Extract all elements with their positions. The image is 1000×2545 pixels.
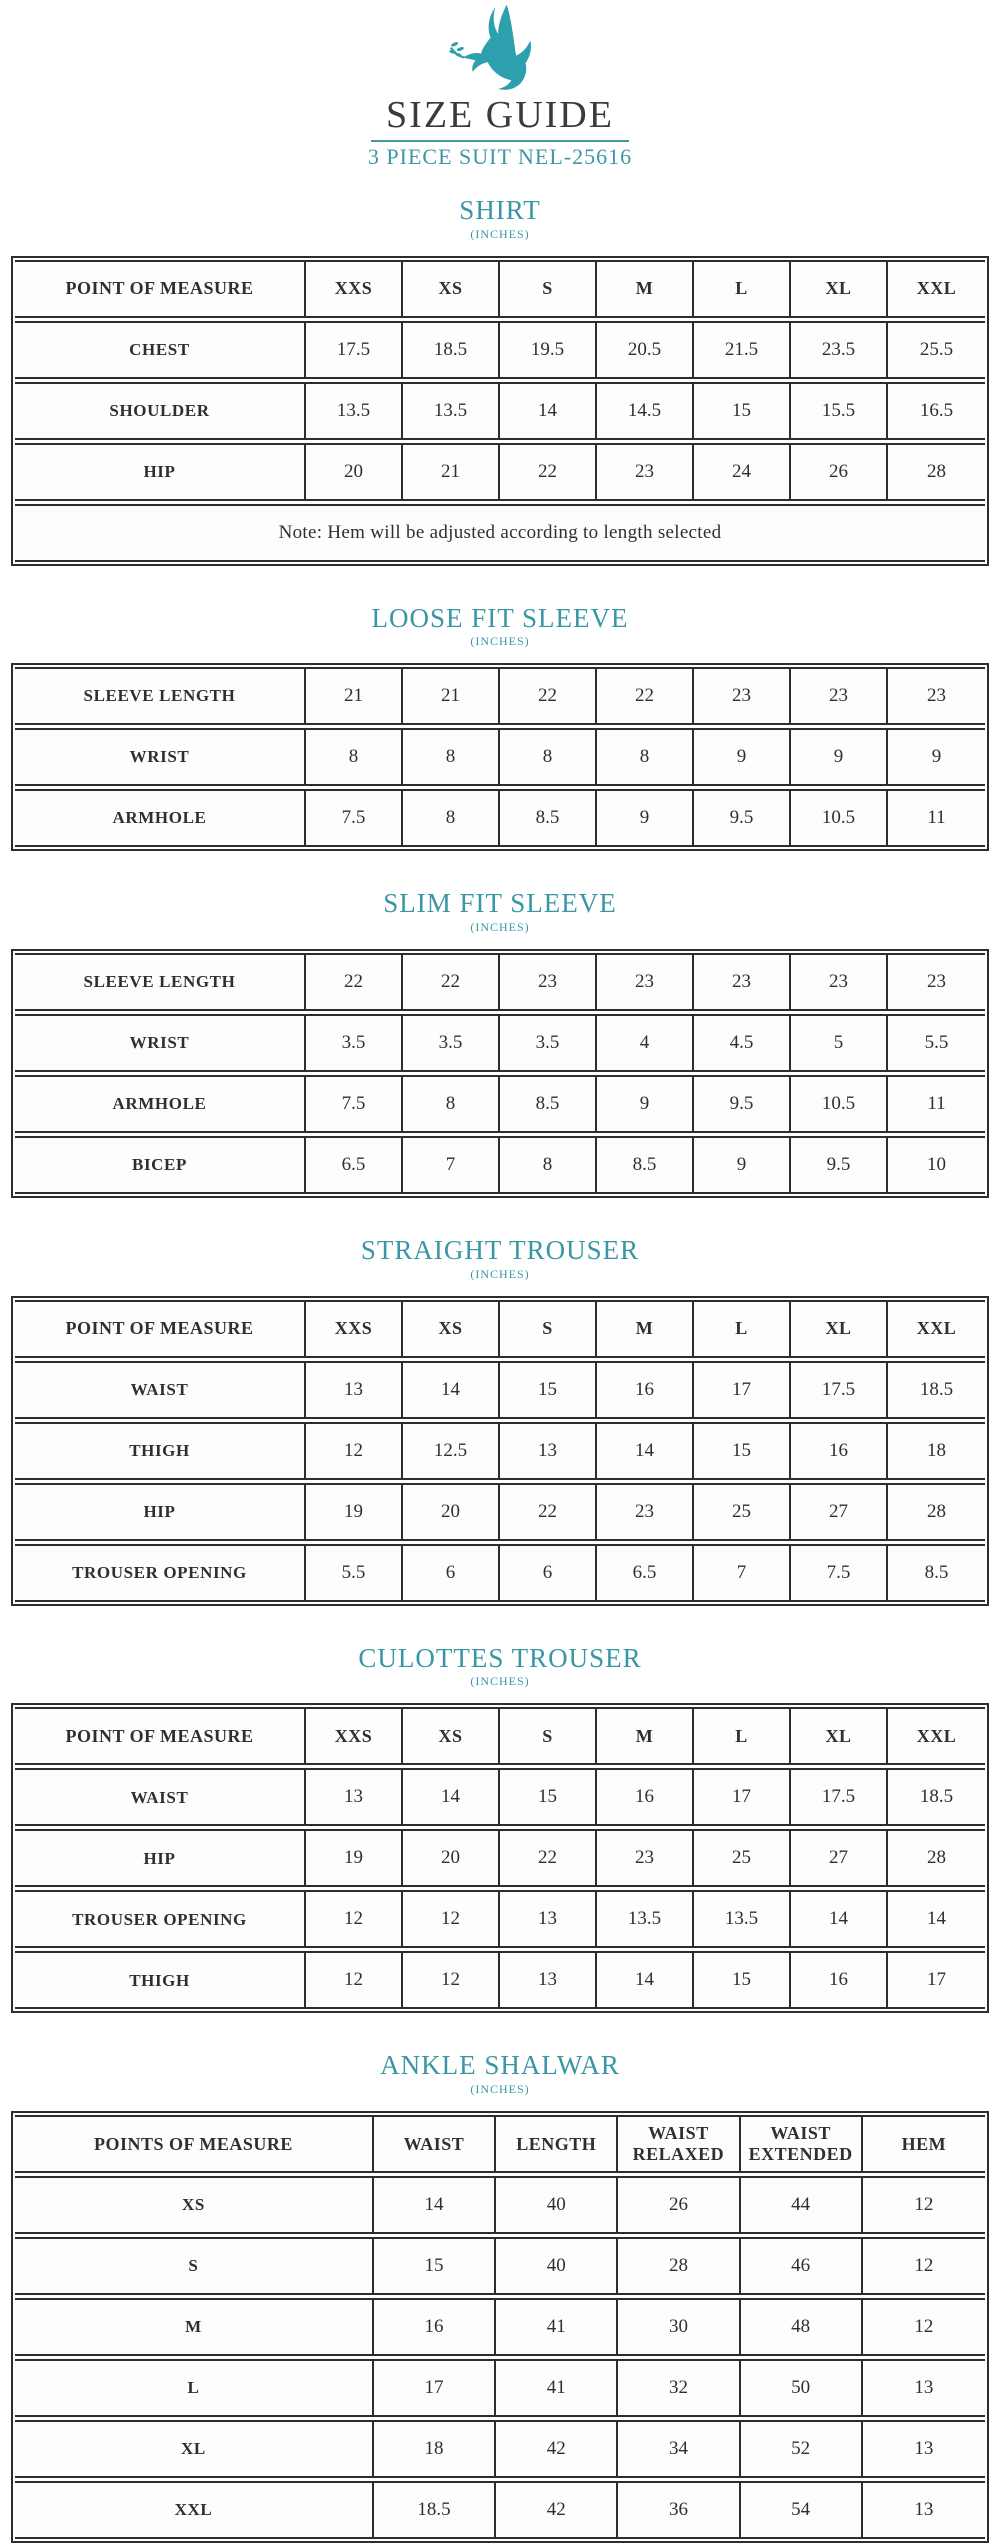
section-title: CULOTTES TROUSER <box>358 1642 642 1673</box>
column-header: LENGTH <box>496 2117 618 2171</box>
column-header: L <box>694 1709 791 1763</box>
size-value: 13.5 <box>306 384 403 438</box>
size-value: 18 <box>927 1439 946 1461</box>
size-value: 7 <box>403 1138 500 1192</box>
size-value: 23 <box>597 1831 694 1885</box>
table-row <box>15 1768 985 1826</box>
size-value: 18 <box>374 2422 496 2476</box>
column-header: S <box>500 262 597 316</box>
size-value: 5.5 <box>924 1032 949 1054</box>
table-row <box>15 667 985 725</box>
size-value: 22 <box>500 1831 597 1885</box>
size-value: 17 <box>374 2361 496 2415</box>
column-header: M <box>597 262 694 316</box>
row-label: L <box>15 2361 374 2415</box>
size-value: 7.5 <box>791 1546 888 1600</box>
size-value: 3.5 <box>500 1016 597 1070</box>
size-value: 21 <box>306 669 403 723</box>
size-value: 15 <box>694 1424 791 1478</box>
section-straight-trouser <box>0 1236 1000 1606</box>
size-value: 14 <box>500 384 597 438</box>
column-header: XXS <box>306 1302 403 1356</box>
size-value: 15 <box>374 2239 496 2293</box>
size-value: 7 <box>694 1546 791 1600</box>
size-value: 23 <box>694 955 791 1009</box>
size-value: 22 <box>500 1485 597 1539</box>
size-value: 12 <box>306 1953 403 2007</box>
column-header: XXL <box>916 1318 957 1339</box>
size-value: 23 <box>791 669 888 723</box>
column-header: XXL <box>916 278 957 299</box>
column-header: XXS <box>306 262 403 316</box>
table-row <box>15 382 985 440</box>
row-label: ARMHOLE <box>15 1077 306 1131</box>
size-value: 17.5 <box>791 1363 888 1417</box>
row-label: S <box>15 2239 374 2293</box>
size-value: 8 <box>500 1138 597 1192</box>
table-row <box>15 2420 985 2478</box>
culottes-trouser-table <box>11 1703 989 2013</box>
section-unit: (INCHES) <box>470 226 530 241</box>
size-value: 22 <box>500 445 597 499</box>
table-row <box>15 1829 985 1887</box>
size-value: 6 <box>500 1546 597 1600</box>
size-value: 50 <box>741 2361 863 2415</box>
size-value: 15 <box>694 384 791 438</box>
section-title: SHIRT <box>459 194 541 225</box>
page-title: SIZE GUIDE <box>386 94 614 136</box>
size-value: 23 <box>927 685 946 707</box>
section-loose-fit-sleeve <box>0 604 1000 852</box>
table-row <box>15 789 985 847</box>
size-value: 17 <box>694 1770 791 1824</box>
column-header: POINT OF MEASURE <box>15 1709 306 1763</box>
size-value: 12.5 <box>403 1424 500 1478</box>
size-value: 12 <box>306 1892 403 1946</box>
row-label: TROUSER OPENING <box>15 1546 306 1600</box>
size-value: 12 <box>403 1953 500 2007</box>
section-unit: (INCHES) <box>470 1674 530 1689</box>
size-value: 32 <box>618 2361 740 2415</box>
row-label: BICEP <box>15 1138 306 1192</box>
column-header: HEM <box>901 2133 947 2154</box>
size-value: 21 <box>403 669 500 723</box>
size-value: 14 <box>791 1892 888 1946</box>
size-value: 12 <box>914 2255 934 2277</box>
column-header: XXS <box>306 1709 403 1763</box>
size-value: 52 <box>741 2422 863 2476</box>
size-value: 20 <box>403 1485 500 1539</box>
size-value: 19.5 <box>500 323 597 377</box>
size-value: 26 <box>618 2178 740 2232</box>
size-value: 9 <box>931 746 942 768</box>
table-row <box>15 321 985 379</box>
table-row <box>15 443 985 501</box>
size-value: 13.5 <box>694 1892 791 1946</box>
table-row <box>15 2359 985 2417</box>
size-value: 6.5 <box>597 1546 694 1600</box>
column-header: XXL <box>916 1725 957 1746</box>
table-row <box>15 1951 985 2009</box>
table-header-row <box>15 2115 985 2173</box>
column-header: XS <box>403 262 500 316</box>
ankle-shalwar-table <box>11 2111 989 2543</box>
size-value: 40 <box>496 2178 618 2232</box>
size-value: 54 <box>741 2483 863 2537</box>
size-value: 9 <box>694 1138 791 1192</box>
size-value: 17.5 <box>791 1770 888 1824</box>
size-value: 36 <box>618 2483 740 2537</box>
size-value: 13 <box>306 1363 403 1417</box>
masthead <box>0 0 1000 170</box>
size-value: 18.5 <box>919 1786 954 1808</box>
column-header: POINTS OF MEASURE <box>15 2117 374 2171</box>
size-value: 23 <box>694 669 791 723</box>
straight-trouser-table <box>11 1296 989 1606</box>
table-note-row <box>15 504 985 562</box>
size-value: 14 <box>374 2178 496 2232</box>
size-value: 17.5 <box>306 323 403 377</box>
size-value: 16 <box>597 1363 694 1417</box>
column-header: XL <box>791 262 888 316</box>
column-header: XL <box>791 1709 888 1763</box>
size-value: 25 <box>694 1485 791 1539</box>
section-shirt <box>0 196 1000 566</box>
size-value: 16.5 <box>919 399 954 421</box>
row-label: CHEST <box>15 323 306 377</box>
size-value: 19 <box>306 1485 403 1539</box>
row-label: WRIST <box>15 1016 306 1070</box>
size-value: 13 <box>306 1770 403 1824</box>
table-row <box>15 1422 985 1480</box>
size-value: 12 <box>403 1892 500 1946</box>
row-label: THIGH <box>15 1424 306 1478</box>
size-value: 23 <box>791 955 888 1009</box>
size-value: 13 <box>914 2499 934 2521</box>
row-label: ARMHOLE <box>15 791 306 845</box>
size-value: 21.5 <box>694 323 791 377</box>
dove-olive-branch-icon <box>448 2 552 98</box>
column-header: L <box>694 1302 791 1356</box>
size-value: 4 <box>597 1016 694 1070</box>
size-value: 16 <box>791 1953 888 2007</box>
column-header: M <box>597 1302 694 1356</box>
size-value: 16 <box>597 1770 694 1824</box>
column-header: POINT OF MEASURE <box>15 1302 306 1356</box>
row-label: WAIST <box>15 1363 306 1417</box>
size-value: 7.5 <box>306 791 403 845</box>
size-value: 9.5 <box>694 791 791 845</box>
size-value: 23 <box>500 955 597 1009</box>
size-value: 22 <box>403 955 500 1009</box>
column-header: XS <box>403 1302 500 1356</box>
size-value: 17 <box>927 1969 946 1991</box>
section-title: LOOSE FIT SLEEVE <box>371 602 629 633</box>
size-value: 9.5 <box>791 1138 888 1192</box>
section-title: ANKLE SHALWAR <box>380 2050 620 2081</box>
row-label: TROUSER OPENING <box>15 1892 306 1946</box>
size-value: 20 <box>306 445 403 499</box>
row-label: HIP <box>15 1831 306 1885</box>
table-row <box>15 1075 985 1133</box>
section-unit: (INCHES) <box>470 634 530 649</box>
size-value: 9.5 <box>694 1077 791 1131</box>
table-header-row <box>15 1707 985 1765</box>
size-value: 13 <box>914 2438 934 2460</box>
table-row <box>15 1890 985 1948</box>
row-label: XS <box>15 2178 374 2232</box>
column-header: S <box>500 1709 597 1763</box>
size-value: 9 <box>694 730 791 784</box>
size-value: 10.5 <box>791 1077 888 1131</box>
column-header: WAIST <box>374 2117 496 2171</box>
table-row <box>15 953 985 1011</box>
size-value: 27 <box>791 1831 888 1885</box>
section-culottes-trouser <box>0 1644 1000 2014</box>
column-header: WAIST EXTENDED <box>741 2117 863 2171</box>
size-value: 15 <box>694 1953 791 2007</box>
size-value: 30 <box>618 2300 740 2354</box>
column-header: WAIST RELAXED <box>618 2117 740 2171</box>
column-header: XS <box>403 1709 500 1763</box>
size-value: 8.5 <box>924 1561 949 1583</box>
size-value: 12 <box>306 1424 403 1478</box>
size-value: 48 <box>741 2300 863 2354</box>
product-subtitle: 3 PIECE SUIT NEL-25616 <box>367 143 633 169</box>
row-label: HIP <box>15 445 306 499</box>
row-label: WRIST <box>15 730 306 784</box>
column-header: XL <box>791 1302 888 1356</box>
column-header: S <box>500 1302 597 1356</box>
size-value: 13 <box>500 1424 597 1478</box>
row-label: SLEEVE LENGTH <box>15 955 306 1009</box>
size-value: 8 <box>403 791 500 845</box>
size-value: 4.5 <box>694 1016 791 1070</box>
table-row <box>15 2481 985 2539</box>
size-value: 28 <box>927 1847 946 1869</box>
size-value: 8 <box>500 730 597 784</box>
column-header: POINT OF MEASURE <box>15 262 306 316</box>
size-value: 18.5 <box>403 323 500 377</box>
size-value: 14 <box>403 1770 500 1824</box>
size-value: 10 <box>927 1154 946 1176</box>
size-value: 14 <box>403 1363 500 1417</box>
table-row <box>15 2298 985 2356</box>
note-text: Note: Hem will be adjusted according to length selected <box>278 521 722 543</box>
table-row <box>15 1544 985 1602</box>
size-value: 11 <box>927 807 946 829</box>
size-value: 28 <box>927 460 946 482</box>
size-value: 9 <box>597 1077 694 1131</box>
size-value: 18.5 <box>919 1378 954 1400</box>
size-value: 11 <box>927 1093 946 1115</box>
size-value: 15 <box>500 1770 597 1824</box>
size-value: 26 <box>791 445 888 499</box>
size-value: 24 <box>694 445 791 499</box>
size-value: 8 <box>403 730 500 784</box>
size-value: 12 <box>914 2194 934 2216</box>
size-value: 19 <box>306 1831 403 1885</box>
size-value: 9 <box>791 730 888 784</box>
size-value: 40 <box>496 2239 618 2293</box>
size-value: 13.5 <box>597 1892 694 1946</box>
size-value: 22 <box>597 669 694 723</box>
size-value: 10.5 <box>791 791 888 845</box>
size-value: 8 <box>403 1077 500 1131</box>
size-value: 6 <box>403 1546 500 1600</box>
column-header: M <box>597 1709 694 1763</box>
table-row <box>15 728 985 786</box>
size-value: 23 <box>597 955 694 1009</box>
size-value: 13 <box>914 2377 934 2399</box>
size-value: 21 <box>403 445 500 499</box>
size-value: 5 <box>791 1016 888 1070</box>
section-ankle-shalwar <box>0 2051 1000 2543</box>
section-unit: (INCHES) <box>470 919 530 934</box>
table-header-row <box>15 260 985 318</box>
size-value: 23 <box>927 971 946 993</box>
shirt-size-table <box>11 256 989 566</box>
size-value: 42 <box>496 2483 618 2537</box>
size-value: 13 <box>500 1953 597 2007</box>
size-value: 5.5 <box>306 1546 403 1600</box>
size-value: 16 <box>791 1424 888 1478</box>
size-value: 17 <box>694 1363 791 1417</box>
table-row <box>15 1136 985 1194</box>
size-value: 6.5 <box>306 1138 403 1192</box>
size-value: 23 <box>597 1485 694 1539</box>
size-value: 22 <box>500 669 597 723</box>
table-row <box>15 1483 985 1541</box>
size-value: 41 <box>496 2361 618 2415</box>
size-value: 7.5 <box>306 1077 403 1131</box>
size-value: 46 <box>741 2239 863 2293</box>
size-value: 14 <box>927 1908 946 1930</box>
table-row <box>15 1014 985 1072</box>
table-row <box>15 1361 985 1419</box>
row-label: THIGH <box>15 1953 306 2007</box>
size-value: 27 <box>791 1485 888 1539</box>
size-value: 41 <box>496 2300 618 2354</box>
size-value: 3.5 <box>403 1016 500 1070</box>
size-value: 9 <box>597 791 694 845</box>
size-value: 12 <box>914 2316 934 2338</box>
size-value: 8 <box>597 730 694 784</box>
row-label: XL <box>15 2422 374 2476</box>
row-label: SHOULDER <box>15 384 306 438</box>
loose-fit-sleeve-table <box>11 663 989 851</box>
size-value: 8.5 <box>597 1138 694 1192</box>
row-label: HIP <box>15 1485 306 1539</box>
size-value: 42 <box>496 2422 618 2476</box>
table-header-row <box>15 1300 985 1358</box>
title-divider <box>371 140 629 142</box>
size-value: 23.5 <box>791 323 888 377</box>
size-value: 13 <box>500 1892 597 1946</box>
section-unit: (INCHES) <box>470 2082 530 2097</box>
size-value: 22 <box>306 955 403 1009</box>
size-value: 25 <box>694 1831 791 1885</box>
section-title: SLIM FIT SLEEVE <box>383 888 617 919</box>
row-label: M <box>15 2300 374 2354</box>
size-value: 8.5 <box>500 791 597 845</box>
size-value: 8 <box>306 730 403 784</box>
size-value: 14 <box>597 1424 694 1478</box>
size-value: 23 <box>597 445 694 499</box>
column-header: L <box>694 262 791 316</box>
size-value: 18.5 <box>374 2483 496 2537</box>
size-value: 14.5 <box>597 384 694 438</box>
size-value: 8.5 <box>500 1077 597 1131</box>
size-value: 20 <box>403 1831 500 1885</box>
size-value: 28 <box>618 2239 740 2293</box>
size-value: 14 <box>597 1953 694 2007</box>
table-row <box>15 2237 985 2295</box>
size-value: 34 <box>618 2422 740 2476</box>
row-label: WAIST <box>15 1770 306 1824</box>
size-value: 13.5 <box>403 384 500 438</box>
size-value: 3.5 <box>306 1016 403 1070</box>
size-value: 44 <box>741 2178 863 2232</box>
row-label: SLEEVE LENGTH <box>15 669 306 723</box>
section-unit: (INCHES) <box>470 1266 530 1281</box>
size-value: 16 <box>374 2300 496 2354</box>
size-value: 28 <box>927 1500 946 1522</box>
size-value: 25.5 <box>919 338 954 360</box>
row-label: XXL <box>15 2483 374 2537</box>
size-value: 15 <box>500 1363 597 1417</box>
section-slim-fit-sleeve <box>0 889 1000 1198</box>
size-value: 15.5 <box>791 384 888 438</box>
slim-fit-sleeve-table <box>11 949 989 1198</box>
size-value: 20.5 <box>597 323 694 377</box>
section-title: STRAIGHT TROUSER <box>360 1234 640 1265</box>
table-row <box>15 2176 985 2234</box>
